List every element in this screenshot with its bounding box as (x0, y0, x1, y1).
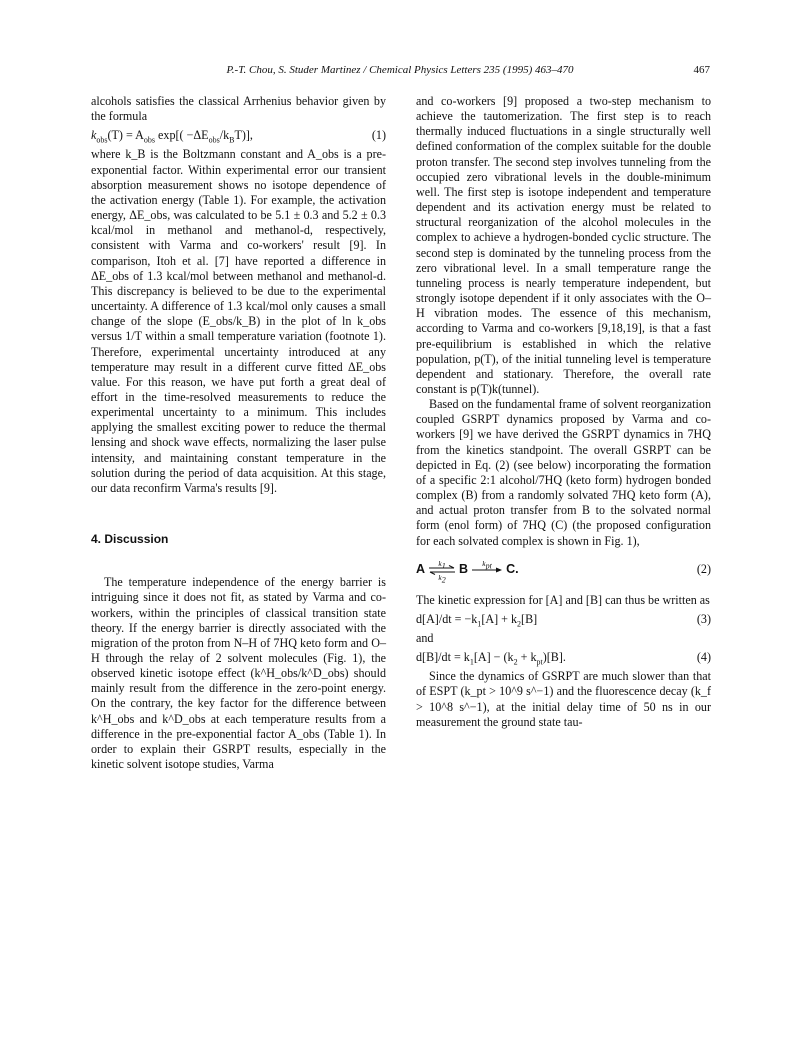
connector-word: and (416, 631, 434, 645)
species-b: B (459, 562, 469, 577)
paragraph: alcohols satisfies the classical Arrhenius behavior given by the formula (91, 94, 386, 124)
equation-number: (4) (696, 650, 711, 665)
species-c: C. (506, 562, 519, 577)
equation-number: (2) (696, 562, 711, 577)
equation-3 (416, 612, 711, 627)
equation-body: $k_{obs}(T) = A_{obs}$ $\exp[( -\Delta E_{obs}/k_BT)]$, (91, 128, 253, 145)
page-header (90, 64, 710, 82)
equation-body: $d[A]/dt = -k_1[A] + k_2[B]$ (416, 611, 538, 629)
rate-constant-k1: $k_1$ (438, 558, 446, 571)
paragraph: Based on the fundamental frame of solvent reorganization coupled GSRPT dynamics proposed by Varma and co-workers [9] we have derived the GSRPT dynamics in 7HQ from the kinetics standpoint. The overall GSRPT can be depicted in Eq. (2) (see below) incorporating the formation of a specific 2:1 alcohol/7HQ (keto form) hydrogen bonded complex (B) from a randomly solvated 7HQ keto form (A), and actual proton transfer from B to the solvated normal form (enol form) of 7HQ (C) (the proposed configuration for each solvated complex is shown in Fig. 1), (416, 397, 711, 548)
paragraph: and co-workers [9] proposed a two-step mechanism to achieve the tautomerization. The first step is to reach thermally induced fluctuations in a single structurally well defined conformation of the complex suitable for the double proton transfer. The second step involves tunneling from the occupied zero vibrational levels in the double-minimum well. The first step is isotope independent and temperature dependent and its activation energy must be related to structural reorganization of the alcohol molecules in the complex to achieve a hydrogen-bonded cyclic structure. The second step is dominated by the tunneling process from the zero vibrational level. In a small temperature range the tunneling process is nearly temperature independent, but strongly isotope dependent if it only associates with the O–H vibration modes. The essence of this mechanism, according to Varma and co-workers [9,18,19], is that a fast pre-equilibrium is established in which the relative population, p(T), of the initial tunneling level is temperature dependent and stationary. Therefore, the overall rate constant is p(T)k(tunnel). (416, 94, 711, 396)
equation-2 (416, 555, 711, 585)
rate-constant-k2: $k_2$ (438, 572, 446, 585)
equation-number: (1) (371, 128, 386, 143)
reaction-scheme (416, 558, 519, 585)
paragraph: Since the dynamics of GSRPT are much slower than that of ESPT (k_pt > 10^9 s^−1) and the fluorescence decay (k_f > 10^8 s^−1), at the initial delay time of 50 ns in our measurement the ground state tau- (416, 669, 711, 729)
left-column (91, 94, 386, 772)
rate-constant-kpt: $k_{pt}$ (482, 558, 492, 571)
forward-arrow (471, 558, 503, 575)
species-a: A (416, 562, 426, 577)
equation-number: (3) (696, 611, 711, 626)
equilibrium-arrows (428, 558, 456, 585)
right-column (416, 94, 711, 730)
section-heading: 4. Discussion (91, 532, 169, 547)
page-number: 467 (693, 64, 710, 76)
paragraph: where k_B is the Boltzmann constant and A_obs is a pre-exponential factor. Within experimental error our transient absorption measurement shows no isotope dependence of the activation energy (Table 1). For example, the activation energy, ΔE_obs, was calculated to be 5.1 ± 0.3 and 5.2 ± 0.3 kcal/mol in methanol and methanol-d, respectively, consistent with Varma and co-workers' result [9]. In comparison, Itoh et al. [7] have reported a difference in ΔE_obs of 1.3 kcal/mol between methanol and methanol-d. This discrepancy is believed to be due to the experimental uncertainty. A difference of 1.3 kcal/mol only causes a small change of the slope (E_obs/k_B) in the plot of ln k_obs versus 1/T within a small temperature variation (footnote 1). Therefore, experimental uncertainty introduced at any temperature may result in a different curve fitted ΔE_obs value. For this reason, we have put forth a great deal of effort in the time-resolved measurements to reduce the experimental uncertainty to a minimum. This includes applying the smallest exciting power to reduce the thermal lensing and shock wave effects, normalizing the laser pulse intensity, and maintaining constant temperature in the solution during the period of data acquisition. At this stage, our data reconfirm Varma's results [9]. (91, 147, 386, 495)
equation-1 (91, 128, 386, 143)
equation-4 (416, 650, 711, 665)
paragraph: The kinetic expression for [A] and [B] can thus be written as (416, 592, 710, 607)
running-head: P.-T. Chou, S. Studer Martinez / Chemical Physics Letters 235 (1995) 463–470 (226, 64, 574, 76)
equation-body: $d[B]/dt = k_1[A] - (k_2 + k_{pt})[B]$. (416, 650, 566, 667)
paragraph: The temperature independence of the energy barrier is intriguing since it does not fit, as stated by Varma and co-workers, within the principles of classical transition state theory. If the energy barrier is directly associated with the migration of the proton from N–H of 7HQ keto form and O–H through the relay of 2 solvent molecules (Fig. 1), the observed kinetic isotope effect (k^H_obs/k^D_obs) should mainly result from the difference in the zero-point energy. On the contrary, the key factor for the difference between k^H_obs and k^D_obs at each temperature results from a difference in the pre-exponential factor A_obs (Table 1). In order to explain their GSRPT results, especially in the kinetic solvent isotope studies, Varma (91, 575, 386, 772)
